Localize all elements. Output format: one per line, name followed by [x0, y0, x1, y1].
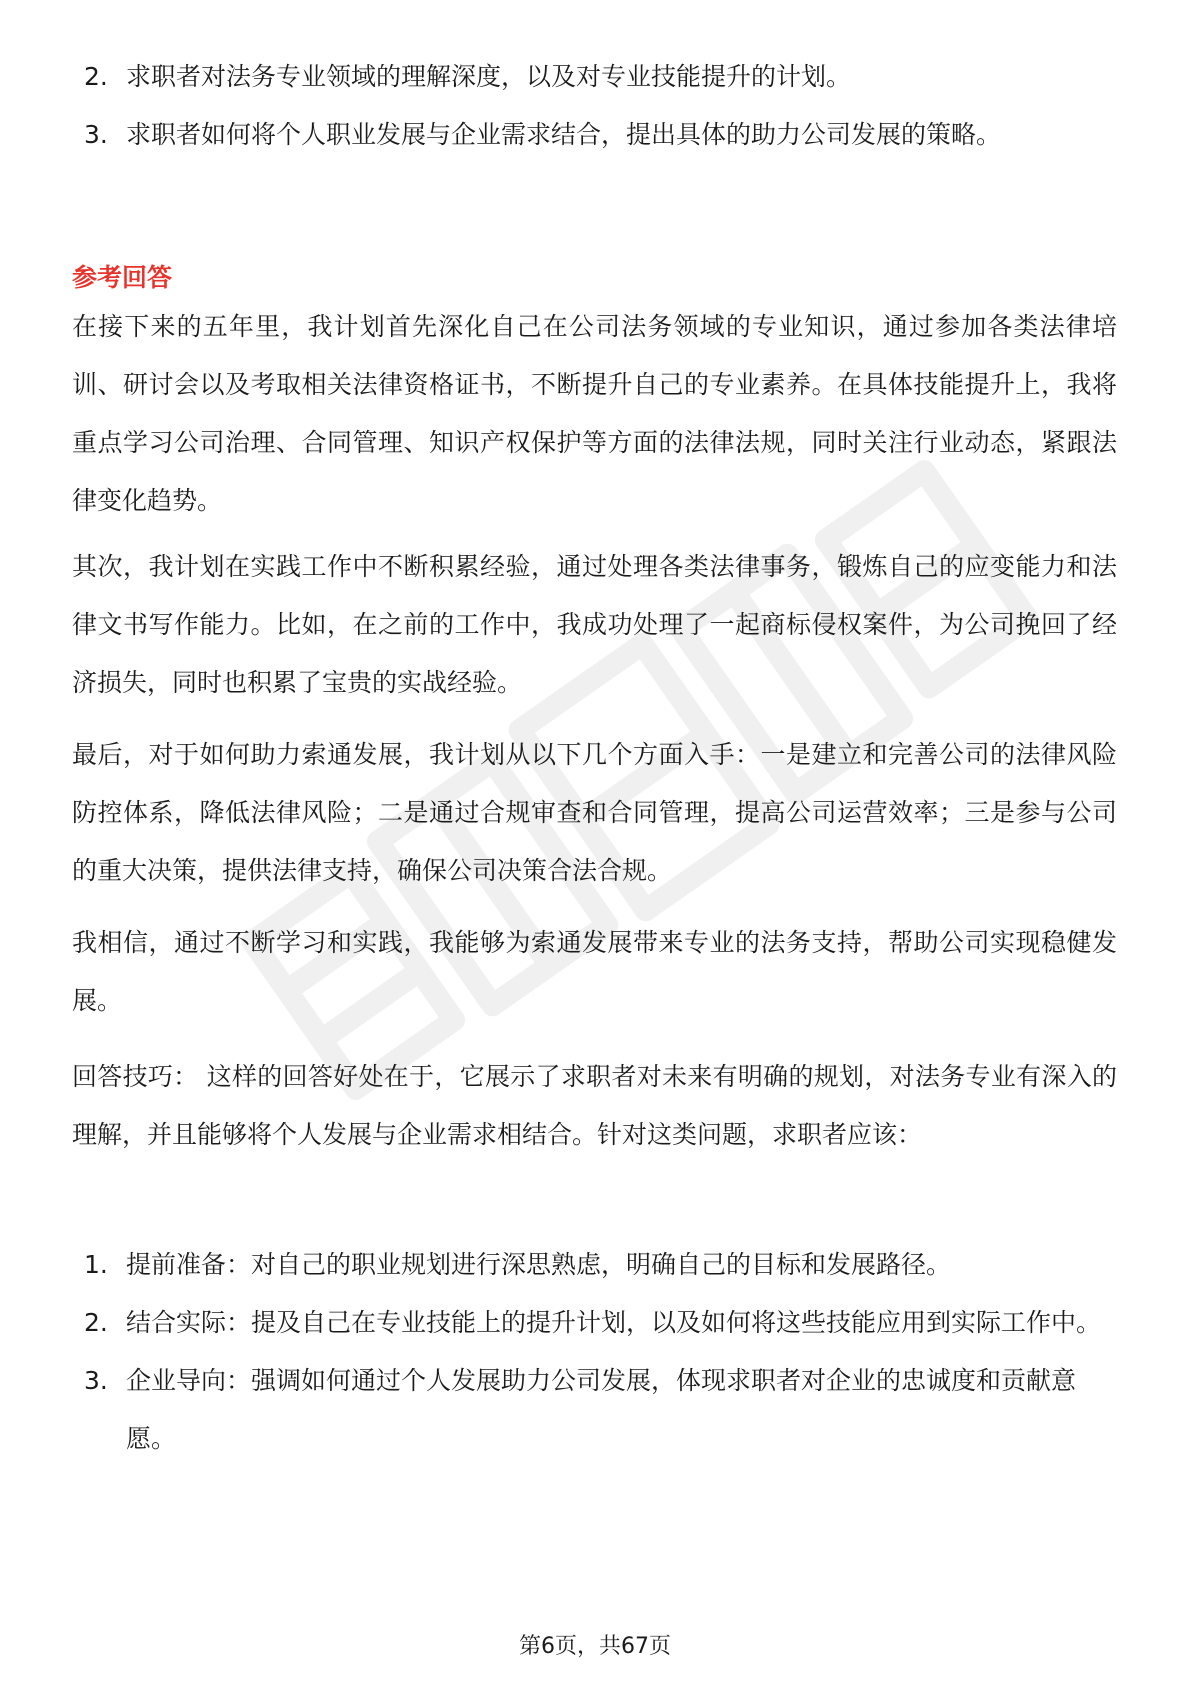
list-number: 3.: [84, 1366, 108, 1395]
list-item: [72, 1294, 1122, 1352]
tips-list: [72, 1236, 1122, 1468]
page-number-footer: 第6页，共67页: [519, 1634, 671, 1659]
list-text: 求职者如何将个人职业发展与企业需求结合，提出具体的助力公司发展的策略。: [126, 120, 1002, 149]
list-item: [72, 106, 1122, 164]
top-question-list: [72, 48, 1122, 164]
list-number: 2.: [84, 1308, 108, 1337]
list-item: [72, 48, 1122, 106]
list-item: [72, 1236, 1122, 1294]
list-text: 提前准备：对自己的职业规划进行深思熟虑，明确自己的目标和发展路径。: [126, 1250, 952, 1279]
answer-paragraph-1: 在接下来的五年里，我计划首先深化自己在公司法务领域的专业知识，通过参加各类法律培训、研讨会以及考取相关法律资格证书，不断提升自己的专业素养。在具体技能提升上，我将重点学习公司治理、合同管理、知识产权保护等方面的法律法规，同时关注行业动态，紧跟法律变化趋势。: [72, 312, 1117, 515]
list-number: 3.: [84, 120, 108, 149]
list-item: [72, 1352, 1122, 1468]
tips-intro-paragraph: 回答技巧： 这样的回答好处在于，它展示了求职者对未来有明确的规划，对法务专业有深入的理解，并且能够将个人发展与企业需求相结合。针对这类问题，求职者应该：: [72, 1062, 1117, 1149]
answer-paragraph-4: 我相信，通过不断学习和实践，我能够为索通发展带来专业的法务支持，帮助公司实现稳健发展。: [72, 928, 1117, 1015]
answer-paragraph-3: 最后，对于如何助力索通发展，我计划从以下几个方面入手：一是建立和完善公司的法律风险防控体系，降低法律风险；二是通过合规审查和合同管理，提高公司运营效率；三是参与公司的重大决策，提供法律支持，确保公司决策合法合规。: [72, 740, 1117, 885]
list-number: 2.: [84, 62, 108, 91]
section-heading: 参考回答: [72, 263, 173, 292]
list-number: 1.: [84, 1250, 108, 1279]
list-text: 结合实际：提及自己在专业技能上的提升计划，以及如何将这些技能应用到实际工作中。: [126, 1308, 1102, 1337]
list-text: 求职者对法务专业领域的理解深度，以及对专业技能提升的计划。: [126, 62, 852, 91]
list-text: 企业导向：强调如何通过个人发展助力公司发展，体现求职者对企业的忠诚度和贡献意愿。: [126, 1366, 1077, 1453]
answer-paragraph-2: 其次，我计划在实践工作中不断积累经验，通过处理各类法律事务，锻炼自己的应变能力和法律文书写作能力。比如，在之前的工作中，我成功处理了一起商标侵权案件，为公司挽回了经济损失，同时也积累了宝贵的实战经验。: [72, 552, 1117, 697]
